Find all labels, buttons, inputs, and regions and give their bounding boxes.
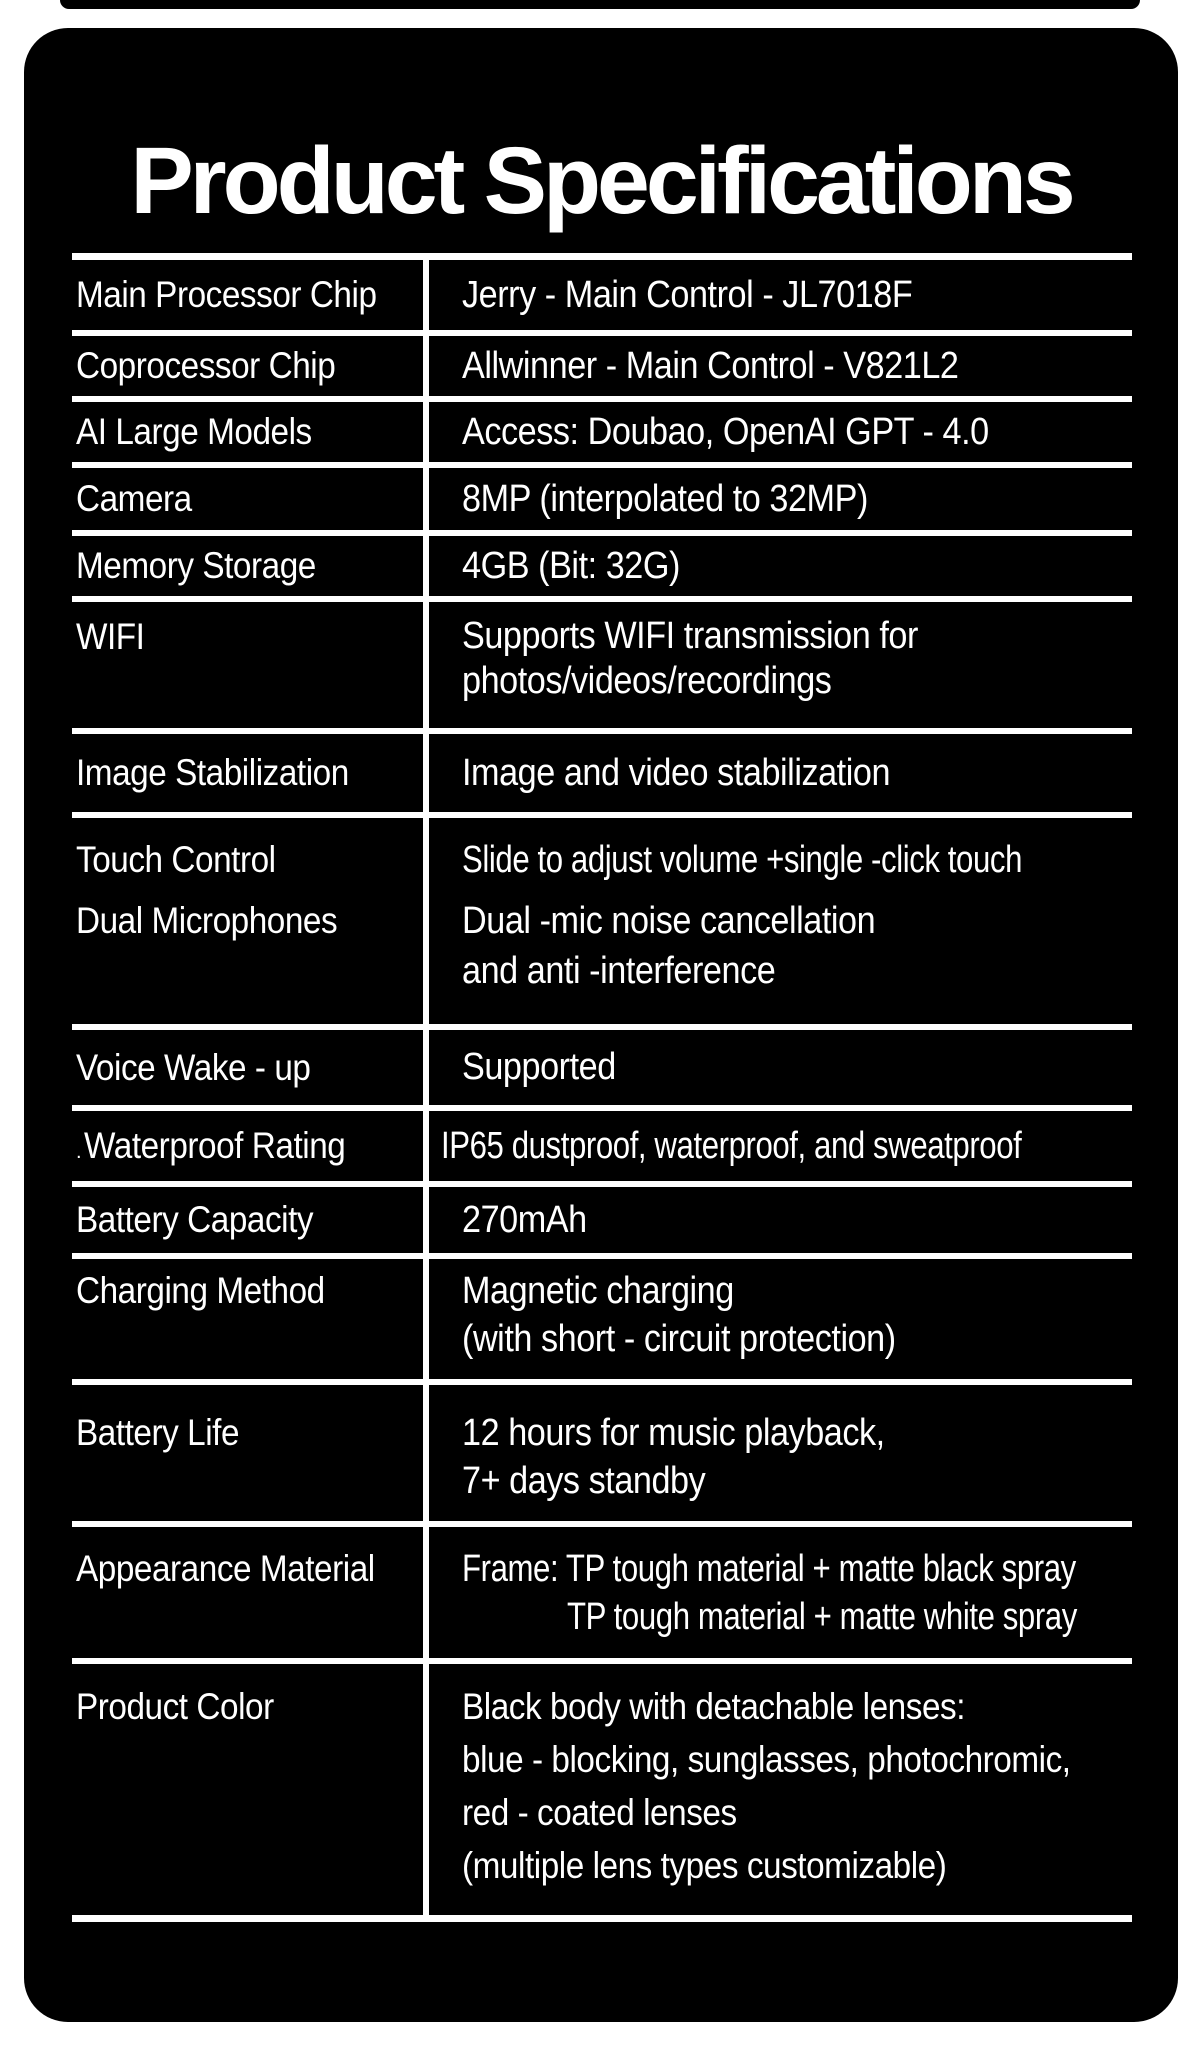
table-row: [72, 330, 1132, 396]
row-value: Supported: [462, 1046, 616, 1088]
row-label: Camera: [76, 478, 192, 519]
table-row: [72, 396, 1132, 462]
table-bottom-line: [72, 1915, 1132, 1922]
table-row: [72, 1379, 1132, 1521]
row-value: Frame: TP tough material + matte black spray TP tough material + matte white spray: [462, 1548, 1077, 1638]
spec-card: [24, 28, 1178, 2022]
row-label: Battery Capacity: [76, 1199, 314, 1240]
row-label: Main Processor Chip: [76, 274, 377, 315]
row-value: 270mAh: [462, 1198, 587, 1241]
table-row: [72, 728, 1132, 812]
row-label: AI Large Models: [76, 411, 312, 452]
row-value: Magnetic charging (with short - circuit protection): [462, 1270, 896, 1360]
row-value: Black body with detachable lenses: blue - blocking, sunglasses, photochromic, red - coated lenses (multiple lens types customizable): [462, 1686, 1071, 1886]
row-label: Charging Method: [76, 1270, 325, 1311]
table-row: [72, 1521, 1132, 1658]
row-label-stack: [72, 836, 423, 946]
row-value: 12 hours for music playback, 7+ days standby: [462, 1412, 885, 1502]
table-row: [72, 596, 1132, 728]
row-value: 4GB (Bit: 32G): [462, 544, 680, 587]
row-label: Voice Wake - up: [76, 1046, 311, 1088]
row-label: WIFI: [76, 616, 145, 657]
row-label: Memory Storage: [76, 545, 316, 586]
spec-table: [72, 253, 1132, 1922]
row-label: Dual Microphones: [76, 900, 338, 941]
row-value: IP65 dustproof, waterproof, and sweatproof: [441, 1124, 1022, 1167]
table-row: [72, 1253, 1132, 1379]
table-row: [72, 253, 1132, 330]
row-value: Supports WIFI transmission for photos/videos/recordings: [462, 615, 918, 702]
page-title: Product Specifications: [130, 128, 1072, 234]
row-label: Product Color: [76, 1686, 274, 1727]
row-value: Access: Doubao, OpenAI GPT - 4.0: [462, 410, 989, 453]
table-row: [72, 1024, 1132, 1105]
row-value: Slide to adjust volume +single -click touch: [462, 839, 1022, 881]
row-value: Allwinner - Main Control - V821L2: [462, 344, 959, 387]
column-divider: [423, 253, 429, 1922]
row-value: 8MP (interpolated to 32MP): [462, 477, 868, 520]
row-label: .Waterproof Rating: [76, 1125, 346, 1166]
row-value: Image and video stabilization: [462, 751, 891, 794]
table-row: [72, 462, 1132, 530]
row-label: Appearance Material: [76, 1548, 375, 1589]
row-label: Battery Life: [76, 1412, 240, 1453]
table-row-group: [72, 812, 1132, 1024]
table-row: [72, 530, 1132, 596]
row-value-stack: [423, 836, 1145, 996]
row-label: Image Stabilization: [76, 752, 349, 793]
row-label: Touch Control: [76, 839, 276, 880]
top-card-edge: [60, 0, 1140, 9]
table-row: [72, 1658, 1132, 1915]
row-label: Coprocessor Chip: [76, 345, 336, 386]
table-row: [72, 1105, 1132, 1181]
row-value: Dual -mic noise cancellation and anti -interference: [462, 900, 876, 992]
table-row: [72, 1181, 1132, 1253]
row-value: Jerry - Main Control - JL7018F: [462, 273, 913, 316]
stray-dot: .: [76, 1141, 82, 1163]
